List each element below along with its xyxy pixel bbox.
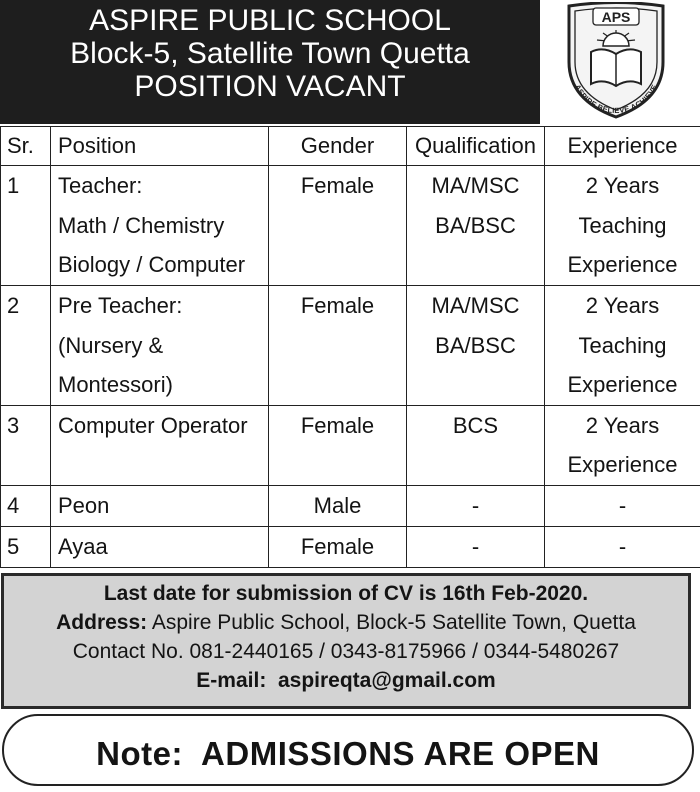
- cell-gender: Female: [269, 526, 407, 567]
- col-header-qualification: Qualification: [407, 127, 545, 166]
- cell-experience: -: [545, 485, 700, 526]
- address-value: Aspire Public School, Block-5 Satellite Town, Quetta: [152, 611, 636, 634]
- table-row: [1, 405, 700, 485]
- table-row: [1, 526, 700, 567]
- contact-box: [1, 573, 691, 709]
- email-line: [4, 666, 688, 695]
- cell-qualification: BCS: [407, 405, 545, 485]
- cell-gender: Female: [269, 166, 407, 286]
- email-value: aspireqta@gmail.com: [278, 669, 496, 692]
- cell-qualification: -: [407, 485, 545, 526]
- cell-sr: 2: [1, 286, 51, 406]
- school-name: ASPIRE PUBLIC SCHOOL: [0, 0, 540, 37]
- contact-line: Contact No. 081-2440165 / 0343-8175966 / 0344-5480267: [4, 637, 688, 666]
- address-line: [4, 608, 688, 637]
- cell-position: Ayaa: [51, 526, 269, 567]
- table-row: [1, 485, 700, 526]
- col-header-experience: Experience: [545, 127, 700, 166]
- cell-sr: 5: [1, 526, 51, 567]
- cell-sr: 1: [1, 166, 51, 286]
- table-row: [1, 286, 700, 406]
- table-row: [1, 166, 700, 286]
- cell-qualification: -: [407, 526, 545, 567]
- email-label: E-mail:: [196, 669, 266, 692]
- header-banner: [0, 0, 540, 124]
- admissions-note: Note: ADMISSIONS ARE OPEN: [2, 714, 694, 786]
- cell-gender: Female: [269, 405, 407, 485]
- col-header-sr: Sr.: [1, 127, 51, 166]
- table-header-row: [1, 127, 700, 166]
- logo-acronym: APS: [602, 9, 631, 25]
- cell-gender: Male: [269, 485, 407, 526]
- logo-motto: ASPIRE BELIEVE ACHIEVE: [573, 83, 659, 115]
- cell-position: Teacher: Math / Chemistry Biology / Computer: [51, 166, 269, 286]
- cell-experience: 2 Years Experience: [545, 405, 700, 485]
- cell-sr: 3: [1, 405, 51, 485]
- cell-qualification: MA/MSC BA/BSC: [407, 166, 545, 286]
- cell-position: Computer Operator: [51, 405, 269, 485]
- col-header-position: Position: [51, 127, 269, 166]
- cell-position: Peon: [51, 485, 269, 526]
- address-label: Address:: [56, 611, 147, 634]
- cell-position: Pre Teacher: (Nursery & Montessori): [51, 286, 269, 406]
- last-date-text: Last date for submission of CV is 16th Feb-2020.: [4, 576, 688, 608]
- cell-experience: -: [545, 526, 700, 567]
- cell-gender: Female: [269, 286, 407, 406]
- school-location: Block-5, Satellite Town Quetta: [0, 37, 540, 70]
- ad-title: POSITION VACANT: [0, 70, 540, 103]
- cell-experience: 2 Years Teaching Experience: [545, 166, 700, 286]
- cell-qualification: MA/MSC BA/BSC: [407, 286, 545, 406]
- school-logo-icon: [557, 2, 675, 120]
- positions-table: [0, 126, 700, 568]
- col-header-gender: Gender: [269, 127, 407, 166]
- cell-sr: 4: [1, 485, 51, 526]
- cell-experience: 2 Years Teaching Experience: [545, 286, 700, 406]
